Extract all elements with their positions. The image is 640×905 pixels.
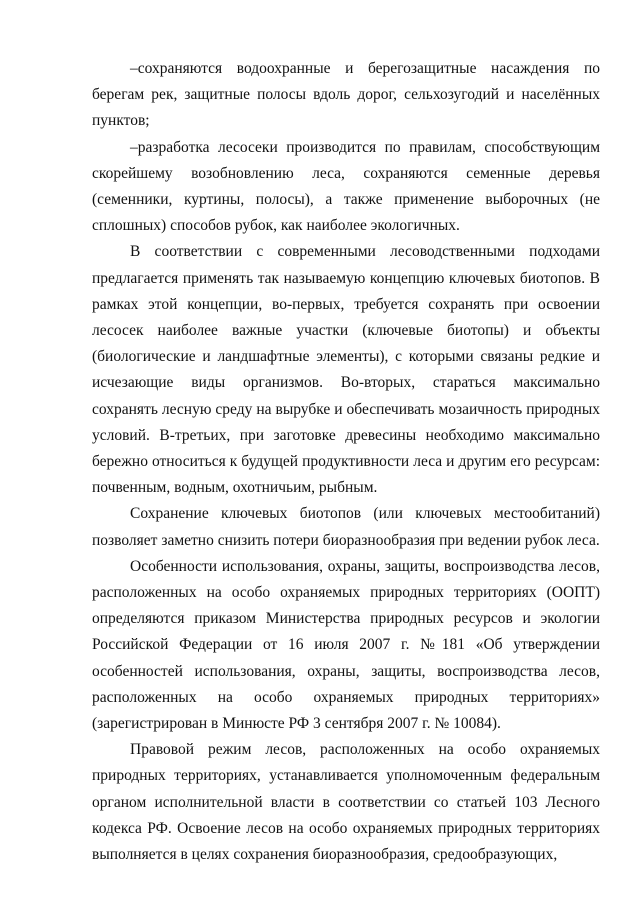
paragraph-cutting-rules: –разработка лесосеки производится по правилам, способствующим скорейшему возобновлению леса, сохраняются семенные деревья (семенники, куртины, полосы), а также применение выборочных (не сплошных) способов рубок, как наиболее экологичных. [92, 138, 600, 235]
paragraph-biotope-preservation: Сохранение ключевых биотопов (или ключевых местообитаний) позволяет заметно снизить потери биоразнообразия при ведении рубок леса. [92, 505, 600, 549]
paragraph-key-biotopes-concept: В соответствии с современными лесоводственными подходами предлагается применять так называемую концепцию ключевых биотопов. В рамках этой концепции, во-первых, требуется сохранять при освоении лесосек наиболее важные участки (ключевые биотопы) и объекты (биологические и ландшафтные элементы), с которыми связаны редкие и исчезающие виды организмов. Во-вторых, стараться максимально сохранять лесную среду на вырубке и обеспечивать мозаичность природных условий. В-третьих, при заготовке древесины необходимо максимально бережно относиться к будущей продуктивности леса и другим его ресурсам: почвенным, водным, охотничьим, рыбным. [92, 243, 600, 497]
paragraph-oopt-order: Особенности использования, охраны, защиты, воспроизводства лесов, расположенных на особо охраняемых природных территориях (ООПТ) определяются приказом Министерства природных ресурсов и экологии Российской Федерации от 16 июля 2007 г. №181 «Об утверждении особенностей использования, охраны, защиты, воспроизводства лесов, расположенных на особо охраняемых природных территориях» (зарегистрирован в Минюсте РФ 3 сентября 2007 г. № 10084). [92, 557, 600, 733]
body-text [92, 56, 600, 868]
paragraph-water-protection: –сохраняются водоохранные и берегозащитные насаждения по берегам рек, защитные полосы вдоль дорог, сельхозугодий и населённых пунктов; [92, 60, 600, 130]
paragraph-legal-regime: Правовой режим лесов, расположенных на особо охраняемых природных территориях, устанавливается уполномоченным федеральным органом исполнительной власти в соответствии со статьей 103 Лесного кодекса РФ. Освоение лесов на особо охраняемых природных территориях выполняется в целях сохранения биоразнообразия, средообразующих, [92, 741, 600, 864]
